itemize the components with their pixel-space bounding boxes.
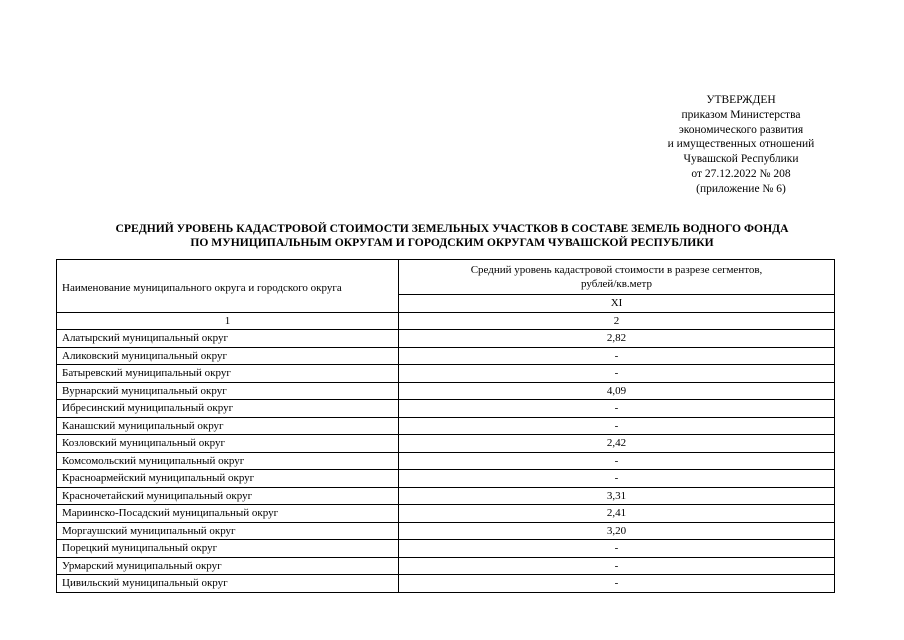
cadastral-value-cell: 3,20 bbox=[399, 522, 835, 540]
cadastral-value-cell: 2,41 bbox=[399, 505, 835, 523]
header-value-line-1: Средний уровень кадастровой стоимости в разрезе сегментов, bbox=[470, 264, 763, 276]
table-column-numbers-row bbox=[57, 312, 835, 330]
table-row bbox=[57, 522, 835, 540]
district-name-cell: Батыревский муниципальный округ bbox=[57, 365, 399, 383]
document-title-line-1: СРЕДНИЙ УРОВЕНЬ КАДАСТРОВОЙ СТОИМОСТИ ЗЕМЕЛЬНЫХ УЧАСТКОВ В СОСТАВЕ ЗЕМЕЛЬ ВОДНОГО ФОНДА bbox=[115, 222, 789, 235]
approval-line: Чувашской Республики bbox=[683, 153, 799, 166]
district-name-cell: Красноармейский муниципальный округ bbox=[57, 470, 399, 488]
cadastral-value-cell: - bbox=[399, 470, 835, 488]
approval-line: УТВЕРЖДЕН bbox=[706, 94, 776, 106]
district-name-cell: Моргаушский муниципальный округ bbox=[57, 522, 399, 540]
table-row bbox=[57, 470, 835, 488]
header-segment: XI bbox=[399, 295, 835, 313]
district-name-cell: Урмарский муниципальный округ bbox=[57, 557, 399, 575]
district-name-cell: Канашский муниципальный округ bbox=[57, 417, 399, 435]
approval-line: (приложение № 6) bbox=[696, 182, 786, 195]
district-name-cell: Цивильский муниципальный округ bbox=[57, 575, 399, 593]
cadastral-value-cell: - bbox=[399, 540, 835, 558]
cadastral-value-cell: - bbox=[399, 575, 835, 593]
header-district-name: Наименование муниципального округа и городского округа bbox=[57, 260, 399, 313]
cadastral-value-cell: - bbox=[399, 452, 835, 470]
table-row bbox=[57, 382, 835, 400]
column-number-2: 2 bbox=[399, 312, 835, 330]
cadastral-value-cell: 3,31 bbox=[399, 487, 835, 505]
table-row bbox=[57, 330, 835, 348]
table-row bbox=[57, 452, 835, 470]
table-row bbox=[57, 400, 835, 418]
cadastral-value-cell: - bbox=[399, 400, 835, 418]
approval-line: и имущественных отношений bbox=[667, 138, 815, 151]
approval-line: экономического развития bbox=[678, 123, 804, 136]
table-row bbox=[57, 417, 835, 435]
approval-stamp bbox=[640, 93, 842, 197]
cadastral-value-table bbox=[56, 259, 835, 593]
cadastral-value-cell: - bbox=[399, 557, 835, 575]
district-name-cell: Красночетайский муниципальный округ bbox=[57, 487, 399, 505]
table-header-row bbox=[57, 260, 835, 295]
table-row bbox=[57, 487, 835, 505]
cadastral-value-cell: 2,42 bbox=[399, 435, 835, 453]
district-name-cell: Аликовский муниципальный округ bbox=[57, 347, 399, 365]
district-name-cell: Вурнарский муниципальный округ bbox=[57, 382, 399, 400]
district-name-cell: Алатырский муниципальный округ bbox=[57, 330, 399, 348]
table-row bbox=[57, 347, 835, 365]
cadastral-value-cell: - bbox=[399, 365, 835, 383]
district-name-cell: Ибресинский муниципальный округ bbox=[57, 400, 399, 418]
cadastral-value-cell: 2,82 bbox=[399, 330, 835, 348]
cadastral-value-cell: - bbox=[399, 347, 835, 365]
table-row bbox=[57, 365, 835, 383]
district-name-cell: Козловский муниципальный округ bbox=[57, 435, 399, 453]
table-row bbox=[57, 575, 835, 593]
header-value-line-2: рублей/кв.метр bbox=[581, 278, 652, 290]
table-row bbox=[57, 557, 835, 575]
cadastral-value-cell: - bbox=[399, 417, 835, 435]
approval-line: от 27.12.2022 № 208 bbox=[691, 167, 791, 180]
cadastral-value-cell: 4,09 bbox=[399, 382, 835, 400]
document-title-line-2: ПО МУНИЦИПАЛЬНЫМ ОКРУГАМ И ГОРОДСКИМ ОКРУГАМ ЧУВАШСКОЙ РЕСПУБЛИКИ bbox=[190, 236, 714, 249]
table-row bbox=[57, 505, 835, 523]
table-row bbox=[57, 435, 835, 453]
district-name-cell: Мариинско-Посадский муниципальный округ bbox=[57, 505, 399, 523]
document-title bbox=[30, 222, 874, 250]
district-name-cell: Комсомольский муниципальный округ bbox=[57, 452, 399, 470]
district-name-cell: Порецкий муниципальный округ bbox=[57, 540, 399, 558]
header-cadastral-value bbox=[399, 260, 835, 295]
table-row bbox=[57, 540, 835, 558]
approval-line: приказом Министерства bbox=[681, 108, 801, 121]
column-number-1: 1 bbox=[57, 312, 399, 330]
